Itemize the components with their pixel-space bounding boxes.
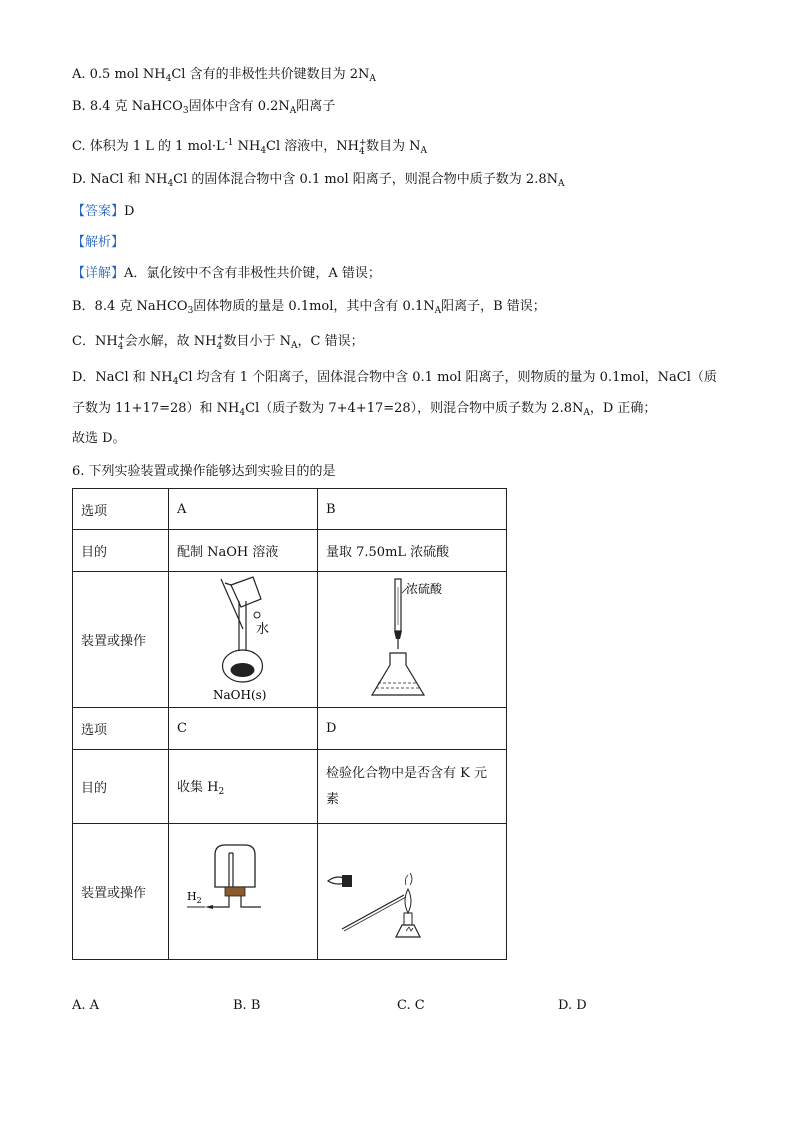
q5-option-a: A. 0.5 mol $NH_4Cl$ 含有的非极性共价键数目为 $2N_A$ (72, 67, 376, 84)
gas-bottle-figure (169, 825, 317, 959)
conclusion: 故选 D。 (72, 431, 126, 446)
purpose-c: 收集 $H_2$ (169, 750, 318, 824)
apparatus-a (169, 572, 318, 708)
apparatus-d (318, 824, 507, 960)
acid-label: 浓硫酸 (406, 581, 443, 596)
analysis-label: 【解析】 (72, 235, 125, 250)
table-row (73, 530, 507, 572)
choice-a: A. A (72, 998, 100, 1013)
choice-b: B. B (233, 998, 261, 1013)
answer-value: D (124, 204, 135, 219)
detail-d-line2: 子数为 11+17=28）和 $NH_4Cl$（质子数为 7+4+17=28），则混合物中质子数为 $2.8N_A$，D 正确； (72, 401, 657, 418)
table-row (73, 489, 507, 530)
option-a: A (169, 489, 318, 530)
option-d: D (318, 708, 507, 750)
table-row (73, 572, 507, 708)
naoh-label: NaOH(s) (213, 687, 267, 702)
purpose-a: 配制 NaOH 溶液 (169, 530, 318, 572)
answer-label: 【答案】 (72, 204, 125, 219)
choice-d: D. D (558, 998, 587, 1013)
detail-b: B．8.4 克 NaHCO$_3$固体物质的量是 0.1mol，其中含有 $0.1N_A$阳离子，B 错误； (72, 299, 546, 316)
row-label-option: 选项 (73, 489, 169, 530)
q6-stem: 6. 下列实验装置或操作能够达到实验目的的是 (72, 464, 336, 479)
apparatus-b (318, 572, 507, 708)
option-c: C (169, 708, 318, 750)
flame-test-figure (318, 825, 506, 959)
detail-label: 【详解】 (72, 266, 125, 281)
burette-figure (318, 573, 506, 707)
purpose-b: 量取 7.50mL 浓硫酸 (318, 530, 507, 572)
water-label: 水 (256, 621, 270, 637)
row-label-purpose-2: 目的 (73, 750, 169, 824)
purpose-d: 检验化合物中是否含有 K 元 素 (318, 750, 507, 824)
q5-option-b: B. 8.4 克 NaHCO$_3$固体中含有 $0.2N_A$阳离子 (72, 99, 336, 116)
q5-option-d: D. NaCl 和 $NH_4Cl$ 的固体混合物中含 0.1 mol 阳离子，则混合物中质子数为 $2.8N_A$ (72, 172, 565, 189)
volumetric-flask-figure (169, 573, 317, 707)
option-b: B (318, 489, 507, 530)
detail-c: C．NH + 4 会水解，故 NH + 4 数目小于 $N_A$，C 错误； (72, 333, 364, 352)
row-label-option-2: 选项 (73, 708, 169, 750)
table-row (73, 750, 507, 824)
table-row (73, 824, 507, 960)
detail-a: 【详解】A．氯化铵中不含有非极性共价键，A 错误； (72, 266, 381, 281)
experiment-table (72, 488, 507, 960)
table-row (73, 708, 507, 750)
row-label-purpose: 目的 (73, 530, 169, 572)
row-label-apparatus: 装置或操作 (73, 572, 169, 708)
row-label-apparatus-2: 装置或操作 (73, 824, 169, 960)
apparatus-c (169, 824, 318, 960)
h2-label: $H_2$ (187, 889, 202, 905)
choice-c: C. C (397, 998, 425, 1013)
q5-option-c: C. 体积为 1 L 的 1 $mol\cdot L^{-1}$ $NH_4Cl$ 溶液中，NH + 4 数目为 $N_A$ (72, 138, 428, 157)
detail-d-line1: D．NaCl 和 $NH_4Cl$ 均含有 1 个阳离子，固体混合物中含 0.1 mol 阳离子，则物质的量为 0.1mol，NaCl（质 (72, 370, 717, 387)
answer-line (72, 203, 134, 221)
